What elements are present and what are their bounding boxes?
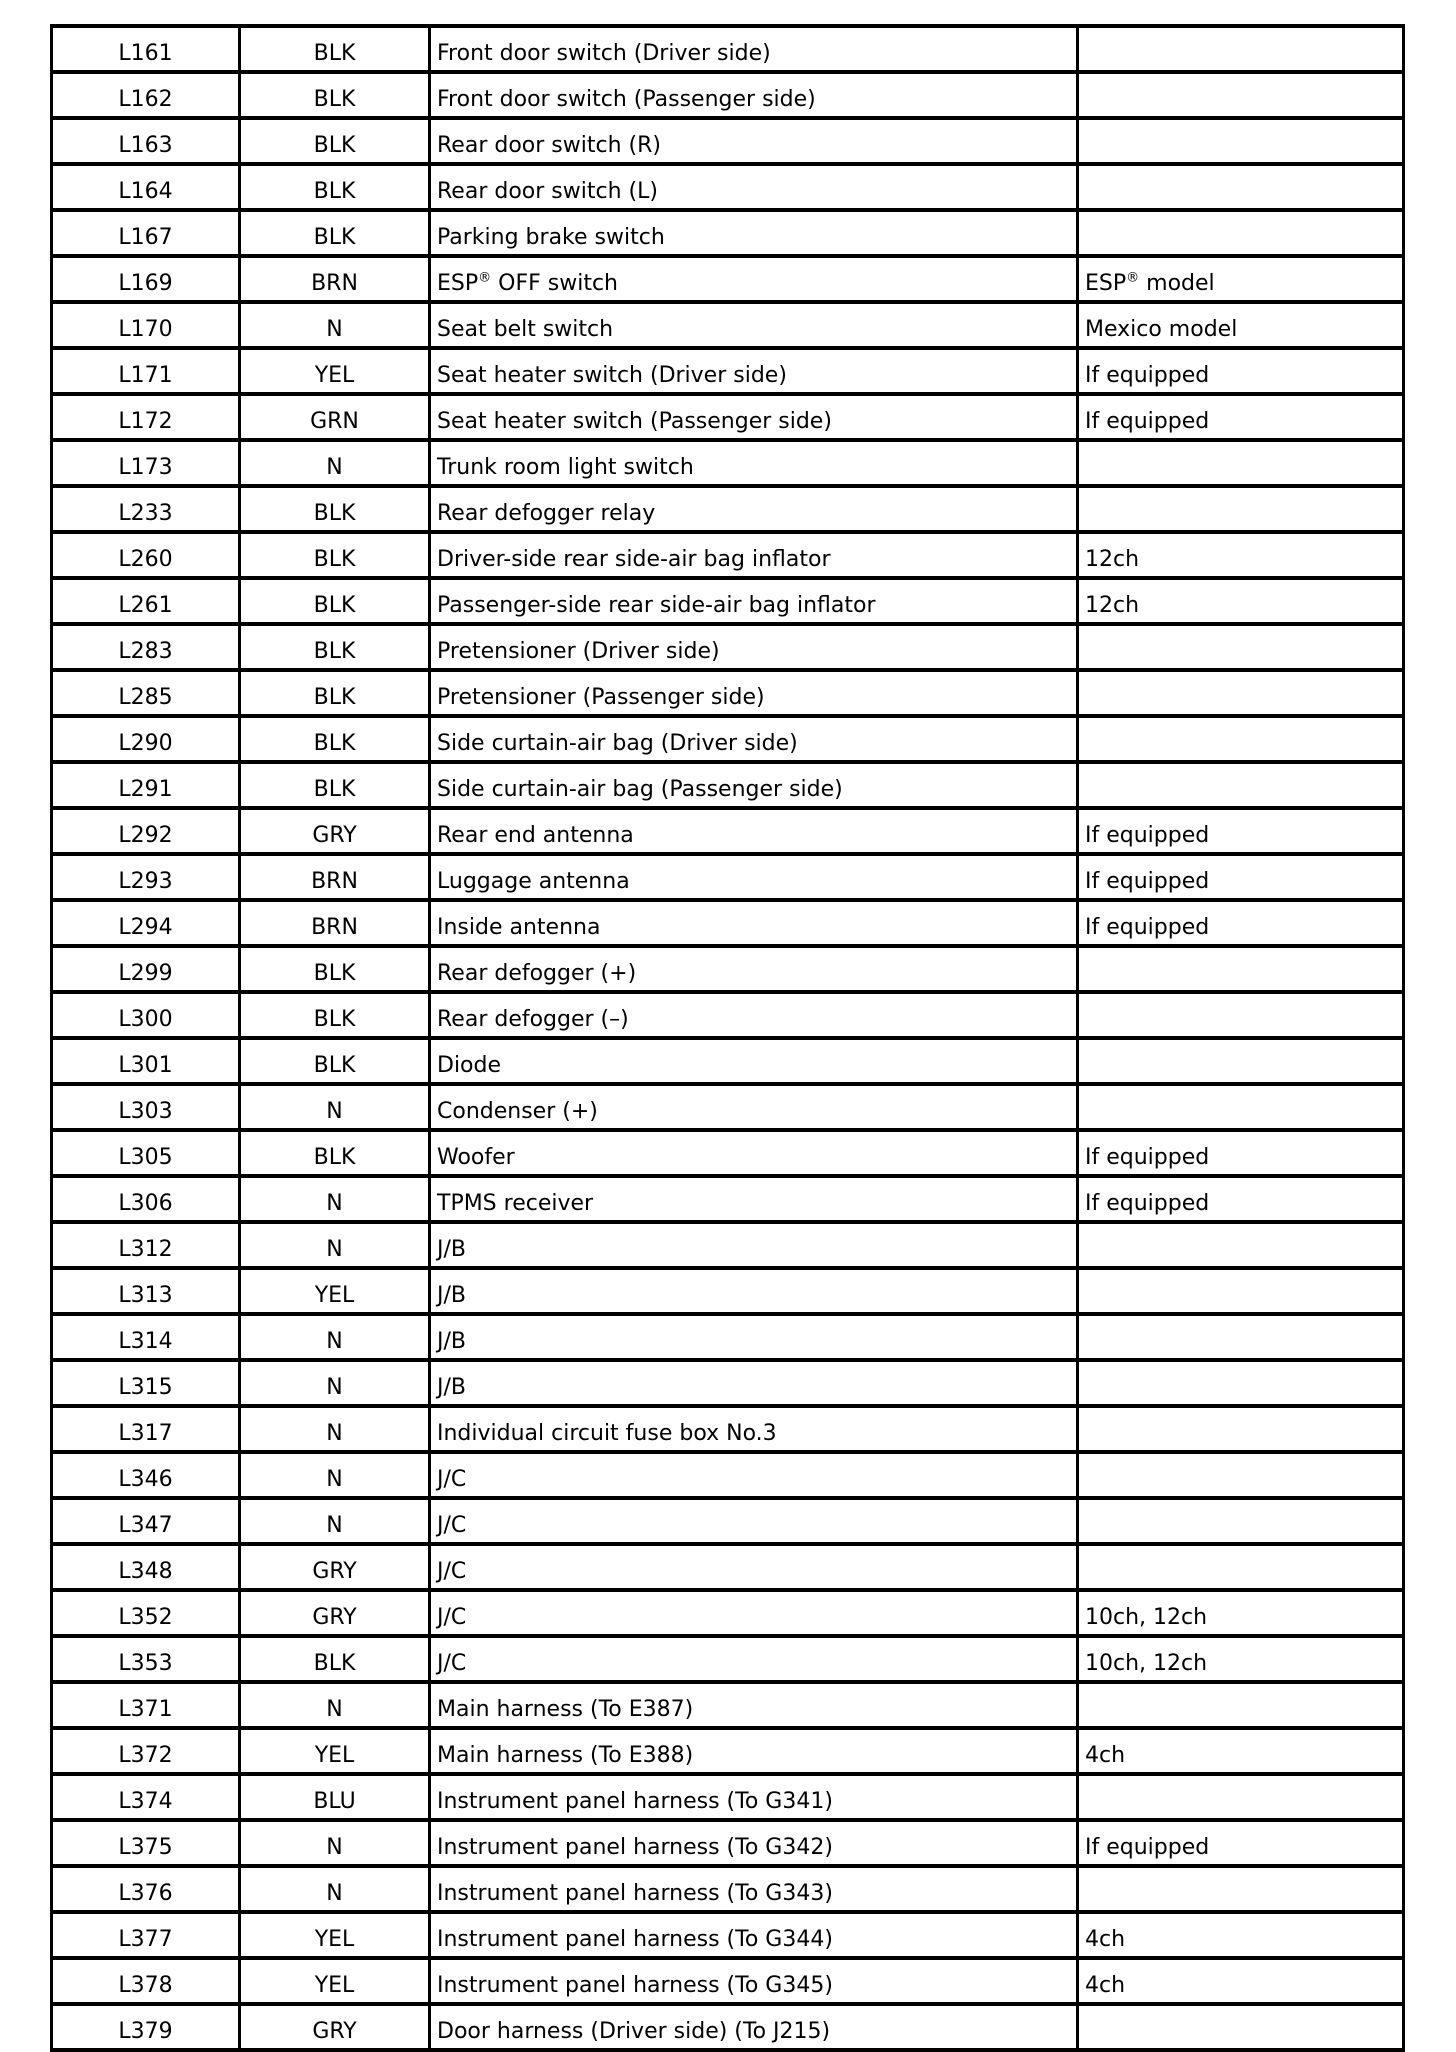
wire-color-cell: BLK <box>240 532 430 578</box>
table-row <box>52 2004 1404 2050</box>
remarks-cell <box>1078 1038 1404 1084</box>
wire-color-cell: N <box>240 1452 430 1498</box>
description-cell: Instrument panel harness (To G342) <box>430 1820 1078 1866</box>
wire-color-cell: BLK <box>240 210 430 256</box>
remarks-cell: If equipped <box>1078 394 1404 440</box>
connector-code-cell: L375 <box>52 1820 240 1866</box>
remarks-cell <box>1078 946 1404 992</box>
connector-code-cell: L285 <box>52 670 240 716</box>
connector-code-cell: L315 <box>52 1360 240 1406</box>
description-cell: Main harness (To E388) <box>430 1728 1078 1774</box>
connector-code-cell: L292 <box>52 808 240 854</box>
connector-code-cell: L172 <box>52 394 240 440</box>
remarks-cell: Mexico model <box>1078 302 1404 348</box>
remarks-cell <box>1078 1406 1404 1452</box>
connector-code-cell: L169 <box>52 256 240 302</box>
connector-code-cell: L371 <box>52 1682 240 1728</box>
remarks-cell <box>1078 1498 1404 1544</box>
table-row <box>52 1222 1404 1268</box>
connector-code-cell: L317 <box>52 1406 240 1452</box>
connector-code-cell: L305 <box>52 1130 240 1176</box>
remarks-cell: 4ch <box>1078 1958 1404 2004</box>
description-cell: Diode <box>430 1038 1078 1084</box>
remarks-cell <box>1078 1544 1404 1590</box>
remarks-cell: If equipped <box>1078 900 1404 946</box>
description-cell: Instrument panel harness (To G344) <box>430 1912 1078 1958</box>
table-row <box>52 1774 1404 1820</box>
remarks-cell <box>1078 1866 1404 1912</box>
table-row <box>52 1268 1404 1314</box>
table-row <box>52 900 1404 946</box>
table-row <box>52 808 1404 854</box>
description-cell: Parking brake switch <box>430 210 1078 256</box>
description-cell: Instrument panel harness (To G345) <box>430 1958 1078 2004</box>
wire-color-cell: BLK <box>240 72 430 118</box>
description-cell: J/B <box>430 1268 1078 1314</box>
wire-color-cell: N <box>240 1314 430 1360</box>
connector-table <box>50 24 1405 2052</box>
table-row <box>52 1636 1404 1682</box>
description-cell: Rear defogger (–) <box>430 992 1078 1038</box>
wire-color-cell: N <box>240 1222 430 1268</box>
connector-code-cell: L374 <box>52 1774 240 1820</box>
connector-code-cell: L290 <box>52 716 240 762</box>
connector-code-cell: L299 <box>52 946 240 992</box>
remarks-cell: If equipped <box>1078 1820 1404 1866</box>
wire-color-cell: BRN <box>240 900 430 946</box>
wire-color-cell: BLU <box>240 1774 430 1820</box>
description-cell: Door harness (Driver side) (To J215) <box>430 2004 1078 2050</box>
wire-color-cell: N <box>240 440 430 486</box>
wire-color-cell: N <box>240 1176 430 1222</box>
remarks-cell <box>1078 1774 1404 1820</box>
remarks-cell <box>1078 118 1404 164</box>
remarks-cell: 12ch <box>1078 532 1404 578</box>
table-row <box>52 26 1404 72</box>
wire-color-cell: N <box>240 1820 430 1866</box>
table-row <box>52 762 1404 808</box>
connector-code-cell: L313 <box>52 1268 240 1314</box>
connector-code-cell: L353 <box>52 1636 240 1682</box>
remarks-cell <box>1078 1682 1404 1728</box>
connector-code-cell: L314 <box>52 1314 240 1360</box>
wire-color-cell: BRN <box>240 854 430 900</box>
table-row <box>52 1544 1404 1590</box>
remarks-cell <box>1078 1222 1404 1268</box>
remarks-cell <box>1078 72 1404 118</box>
description-cell: TPMS receiver <box>430 1176 1078 1222</box>
table-row <box>52 1912 1404 1958</box>
table-row <box>52 1958 1404 2004</box>
connector-code-cell: L379 <box>52 2004 240 2050</box>
connector-code-cell: L352 <box>52 1590 240 1636</box>
description-cell: Rear end antenna <box>430 808 1078 854</box>
remarks-cell <box>1078 992 1404 1038</box>
description-cell: Main harness (To E387) <box>430 1682 1078 1728</box>
remarks-cell <box>1078 164 1404 210</box>
wire-color-cell: GRY <box>240 808 430 854</box>
connector-code-cell: L173 <box>52 440 240 486</box>
table-row <box>52 348 1404 394</box>
description-cell: Rear door switch (L) <box>430 164 1078 210</box>
wire-color-cell: BLK <box>240 1130 430 1176</box>
wire-color-cell: GRN <box>240 394 430 440</box>
connector-code-cell: L300 <box>52 992 240 1038</box>
description-cell: Rear defogger relay <box>430 486 1078 532</box>
wire-color-cell: YEL <box>240 1912 430 1958</box>
connector-code-cell: L233 <box>52 486 240 532</box>
table-row <box>52 1314 1404 1360</box>
table-row <box>52 164 1404 210</box>
table-row <box>52 1130 1404 1176</box>
connector-code-cell: L312 <box>52 1222 240 1268</box>
wire-color-cell: BLK <box>240 1038 430 1084</box>
table-row <box>52 72 1404 118</box>
wire-color-cell: BLK <box>240 670 430 716</box>
description-cell: J/C <box>430 1498 1078 1544</box>
remarks-cell <box>1078 486 1404 532</box>
remarks-cell: If equipped <box>1078 808 1404 854</box>
description-cell: Condenser (+) <box>430 1084 1078 1130</box>
description-cell: J/C <box>430 1590 1078 1636</box>
table-row <box>52 532 1404 578</box>
description-cell: Luggage antenna <box>430 854 1078 900</box>
connector-code-cell: L164 <box>52 164 240 210</box>
description-cell: Rear door switch (R) <box>430 118 1078 164</box>
description-cell: Pretensioner (Driver side) <box>430 624 1078 670</box>
description-cell: Front door switch (Driver side) <box>430 26 1078 72</box>
table-row <box>52 210 1404 256</box>
table-row <box>52 624 1404 670</box>
table-row <box>52 578 1404 624</box>
connector-code-cell: L162 <box>52 72 240 118</box>
table-row <box>52 1084 1404 1130</box>
connector-code-cell: L171 <box>52 348 240 394</box>
remarks-cell <box>1078 210 1404 256</box>
remarks-cell <box>1078 716 1404 762</box>
connector-code-cell: L167 <box>52 210 240 256</box>
description-cell: Pretensioner (Passenger side) <box>430 670 1078 716</box>
table-row <box>52 1176 1404 1222</box>
wire-color-cell: BLK <box>240 164 430 210</box>
connector-code-cell: L301 <box>52 1038 240 1084</box>
connector-code-cell: L161 <box>52 26 240 72</box>
table-row <box>52 486 1404 532</box>
connector-code-cell: L376 <box>52 1866 240 1912</box>
connector-code-cell: L291 <box>52 762 240 808</box>
table-row <box>52 1820 1404 1866</box>
table-row <box>52 1866 1404 1912</box>
remarks-cell: If equipped <box>1078 348 1404 394</box>
remarks-cell: 10ch, 12ch <box>1078 1590 1404 1636</box>
wire-color-cell: N <box>240 1498 430 1544</box>
description-cell: Seat belt switch <box>430 302 1078 348</box>
wire-color-cell: BLK <box>240 624 430 670</box>
description-cell: Seat heater switch (Passenger side) <box>430 394 1078 440</box>
wire-color-cell: BLK <box>240 992 430 1038</box>
remarks-cell: If equipped <box>1078 1130 1404 1176</box>
wire-color-cell: GRY <box>240 2004 430 2050</box>
remarks-cell <box>1078 26 1404 72</box>
table-row <box>52 854 1404 900</box>
table-row <box>52 1682 1404 1728</box>
description-cell: J/B <box>430 1360 1078 1406</box>
table-row <box>52 302 1404 348</box>
connector-code-cell: L260 <box>52 532 240 578</box>
description-cell: Woofer <box>430 1130 1078 1176</box>
remarks-cell: If equipped <box>1078 854 1404 900</box>
description-cell: ESP® OFF switch <box>430 256 1078 302</box>
remarks-cell: 4ch <box>1078 1912 1404 1958</box>
table-row <box>52 1038 1404 1084</box>
remarks-cell <box>1078 1452 1404 1498</box>
wire-color-cell: YEL <box>240 1728 430 1774</box>
wire-color-cell: YEL <box>240 1958 430 2004</box>
table-row <box>52 1590 1404 1636</box>
remarks-cell: If equipped <box>1078 1176 1404 1222</box>
wire-color-cell: BLK <box>240 716 430 762</box>
wire-color-cell: YEL <box>240 1268 430 1314</box>
remarks-cell: 4ch <box>1078 1728 1404 1774</box>
connector-code-cell: L303 <box>52 1084 240 1130</box>
connector-code-cell: L283 <box>52 624 240 670</box>
connector-code-cell: L294 <box>52 900 240 946</box>
wire-color-cell: YEL <box>240 348 430 394</box>
description-cell: Side curtain-air bag (Driver side) <box>430 716 1078 762</box>
wire-color-cell: BLK <box>240 946 430 992</box>
description-cell: Passenger-side rear side-air bag inflator <box>430 578 1078 624</box>
remarks-cell <box>1078 1360 1404 1406</box>
wire-color-cell: BLK <box>240 762 430 808</box>
wire-color-cell: N <box>240 1682 430 1728</box>
remarks-cell <box>1078 762 1404 808</box>
table-row <box>52 1498 1404 1544</box>
table-row <box>52 256 1404 302</box>
wire-color-cell: GRY <box>240 1544 430 1590</box>
remarks-cell <box>1078 1314 1404 1360</box>
connector-code-cell: L348 <box>52 1544 240 1590</box>
connector-code-cell: L377 <box>52 1912 240 1958</box>
wire-color-cell: N <box>240 302 430 348</box>
wire-color-cell: BLK <box>240 118 430 164</box>
remarks-cell <box>1078 670 1404 716</box>
description-cell: Seat heater switch (Driver side) <box>430 348 1078 394</box>
description-cell: Instrument panel harness (To G343) <box>430 1866 1078 1912</box>
description-cell: J/B <box>430 1222 1078 1268</box>
wire-color-cell: BLK <box>240 486 430 532</box>
wire-color-cell: N <box>240 1406 430 1452</box>
table-row <box>52 716 1404 762</box>
wire-color-cell: N <box>240 1866 430 1912</box>
table-row <box>52 440 1404 486</box>
remarks-cell <box>1078 624 1404 670</box>
connector-code-cell: L346 <box>52 1452 240 1498</box>
remarks-cell: 10ch, 12ch <box>1078 1636 1404 1682</box>
remarks-cell <box>1078 1268 1404 1314</box>
wire-color-cell: BLK <box>240 578 430 624</box>
description-cell: Side curtain-air bag (Passenger side) <box>430 762 1078 808</box>
connector-code-cell: L372 <box>52 1728 240 1774</box>
description-cell: Inside antenna <box>430 900 1078 946</box>
remarks-cell <box>1078 440 1404 486</box>
description-cell: Front door switch (Passenger side) <box>430 72 1078 118</box>
description-cell: J/B <box>430 1314 1078 1360</box>
connector-code-cell: L163 <box>52 118 240 164</box>
wire-color-cell: BLK <box>240 1636 430 1682</box>
description-cell: J/C <box>430 1544 1078 1590</box>
remarks-cell <box>1078 1084 1404 1130</box>
connector-code-cell: L293 <box>52 854 240 900</box>
wire-color-cell: BRN <box>240 256 430 302</box>
table-row <box>52 118 1404 164</box>
description-cell: Rear defogger (+) <box>430 946 1078 992</box>
wire-color-cell: GRY <box>240 1590 430 1636</box>
table-row <box>52 992 1404 1038</box>
description-cell: Trunk room light switch <box>430 440 1078 486</box>
connector-code-cell: L170 <box>52 302 240 348</box>
table-row <box>52 1406 1404 1452</box>
table-row <box>52 946 1404 992</box>
remarks-cell: ESP® model <box>1078 256 1404 302</box>
table-row <box>52 670 1404 716</box>
connector-code-cell: L261 <box>52 578 240 624</box>
connector-code-cell: L306 <box>52 1176 240 1222</box>
description-cell: Driver-side rear side-air bag inflator <box>430 532 1078 578</box>
remarks-cell: 12ch <box>1078 578 1404 624</box>
table-row <box>52 1728 1404 1774</box>
table-row <box>52 1452 1404 1498</box>
table-row <box>52 1360 1404 1406</box>
description-cell: J/C <box>430 1452 1078 1498</box>
description-cell: Instrument panel harness (To G341) <box>430 1774 1078 1820</box>
wire-color-cell: BLK <box>240 26 430 72</box>
connector-table-body <box>52 26 1404 2050</box>
wire-color-cell: N <box>240 1360 430 1406</box>
description-cell: J/C <box>430 1636 1078 1682</box>
connector-code-cell: L378 <box>52 1958 240 2004</box>
table-row <box>52 394 1404 440</box>
description-cell: Individual circuit fuse box No.3 <box>430 1406 1078 1452</box>
wire-color-cell: N <box>240 1084 430 1130</box>
remarks-cell <box>1078 2004 1404 2050</box>
connector-code-cell: L347 <box>52 1498 240 1544</box>
